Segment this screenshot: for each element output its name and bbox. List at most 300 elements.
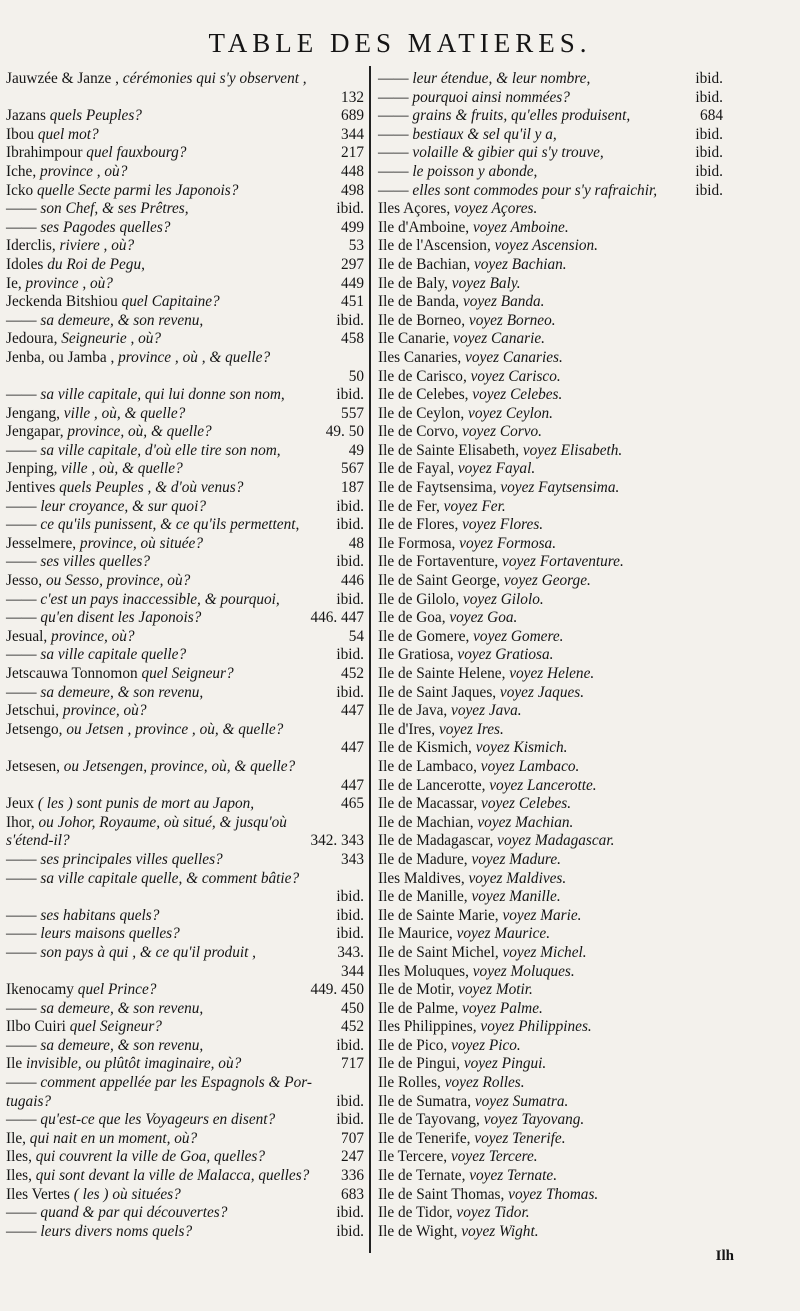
entry-description: voyez Fer.	[439, 497, 506, 515]
index-entry	[6, 516, 364, 535]
entry-name: Ile de Fortaventure,	[378, 553, 499, 571]
index-entry	[6, 200, 364, 219]
index-entry	[6, 1223, 364, 1242]
index-entry	[378, 368, 723, 387]
entry-description: ou Jetsengen, province, où, & quelle?	[59, 757, 296, 775]
entry-name: Ile de Macassar,	[378, 795, 478, 813]
entry-name: Ile de Java,	[378, 702, 448, 720]
index-entry	[6, 832, 364, 851]
entry-name: ——	[6, 553, 37, 571]
index-entry	[6, 591, 364, 610]
entry-description: voyez Canarie.	[449, 330, 545, 348]
index-entry	[6, 1204, 364, 1223]
entry-name: Iles Vertes	[6, 1185, 70, 1203]
index-entry	[378, 330, 723, 349]
entry-page-number: ibid.	[336, 1036, 364, 1054]
entry-description: voyez Faytsensima.	[496, 479, 620, 497]
entry-name: Ikenocamy	[6, 981, 74, 999]
entry-description: province, où située?	[76, 534, 203, 552]
entry-description: voyez Corvo.	[458, 423, 542, 441]
index-entry	[378, 944, 723, 963]
index-entry	[378, 423, 723, 442]
index-entry	[378, 665, 723, 684]
index-entry	[378, 1130, 723, 1149]
entry-description: voyez Elisabeth.	[519, 441, 623, 459]
entry-name: Ile de Banda,	[378, 293, 460, 311]
entry-name: Ile de Pico,	[378, 1036, 448, 1054]
entry-description: invisible, ou plûtôt imaginaire, où?	[22, 1055, 242, 1073]
index-entry	[6, 572, 364, 591]
entry-description: qui sont devant la ville de Malacca, quelles?	[31, 1167, 310, 1185]
entry-description: elles sont commodes pour s'y rafraichir,	[408, 181, 658, 199]
entry-description: ou Johor, Royaume, où situé, & jusqu'où	[34, 813, 287, 831]
entry-name: Jentives	[6, 479, 56, 497]
index-entry	[6, 405, 364, 424]
entry-description: voyez Carisco.	[466, 367, 561, 385]
entry-name: Jengapar,	[6, 423, 64, 441]
index-entry	[6, 646, 364, 665]
entry-page-number: 54	[348, 627, 364, 645]
entry-name: Ile de Palme,	[378, 999, 459, 1017]
index-entry	[6, 423, 364, 442]
index-entry	[6, 628, 364, 647]
entry-description: province, où, & quelle?	[63, 423, 212, 441]
index-entry	[378, 1148, 723, 1167]
entry-name: Ile de Gomere,	[378, 627, 470, 645]
index-entry	[6, 275, 364, 294]
entry-description: voyez Ceylon.	[464, 404, 554, 422]
entry-name: ——	[6, 906, 37, 924]
entry-description: ou Sesso, province, où?	[42, 572, 191, 590]
entry-description: voyez Flores.	[458, 516, 544, 534]
entry-name: Iles,	[6, 1167, 32, 1185]
entry-page-number: 684	[700, 107, 723, 125]
entry-name: Ile d'Amboine,	[378, 218, 470, 236]
index-entry	[378, 684, 723, 703]
entry-page-number: 297	[341, 255, 364, 273]
index-entry	[378, 1167, 723, 1186]
index-entry	[378, 1223, 723, 1242]
entry-page-number: 557	[341, 404, 364, 422]
entry-name: Jesselmere,	[6, 534, 77, 552]
entry-description: quel Prince?	[73, 981, 157, 999]
index-entry	[6, 981, 364, 1000]
entry-page-number: 717	[341, 1055, 364, 1073]
entry-page-number: 49	[348, 441, 364, 459]
entry-description: le poisson y abonde,	[408, 162, 538, 180]
index-entry	[378, 907, 723, 926]
index-entry	[6, 870, 364, 889]
index-entry	[6, 312, 364, 331]
entry-name: Jesual,	[6, 627, 48, 645]
entry-name: Ile d'Ires,	[378, 720, 436, 738]
entry-description: voyez Ires.	[435, 720, 504, 738]
entry-name: ——	[6, 646, 37, 664]
index-entry	[6, 163, 364, 182]
index-entry	[6, 107, 364, 126]
index-entry	[6, 1018, 364, 1037]
index-entry	[6, 1074, 364, 1093]
entry-name: ——	[6, 497, 37, 515]
index-entry	[6, 1000, 364, 1019]
entry-name: Ile de Motir,	[378, 981, 455, 999]
entry-name: ——	[6, 683, 37, 701]
entry-name: Jengang,	[6, 404, 60, 422]
entry-name: ——	[6, 386, 37, 404]
entry-name: Iles Maldives,	[378, 869, 465, 887]
entry-name: Jesso,	[6, 572, 43, 590]
entry-page-number: 499	[341, 218, 364, 236]
entry-name: Ile de Tidor,	[378, 1204, 453, 1222]
entry-description: voyez Moluques.	[468, 962, 575, 980]
index-entry	[378, 553, 723, 572]
entry-name: Jetsesen,	[6, 757, 60, 775]
entry-name: Jetscauwa Tonnomon	[6, 665, 138, 682]
index-entry	[6, 460, 364, 479]
index-entry	[378, 1055, 723, 1074]
index-entry	[6, 535, 364, 554]
entry-description: voyez Banda.	[459, 293, 545, 311]
entry-description: quels Peuples?	[45, 107, 142, 125]
entry-name: ——	[6, 869, 37, 887]
entry-description: leurs divers noms quels?	[36, 1222, 193, 1240]
entry-page-number: 689	[341, 107, 364, 125]
entry-description: voyez Machian.	[473, 813, 574, 831]
index-entry	[378, 591, 723, 610]
entry-name: ——	[6, 1222, 37, 1240]
entry-page-number: 683	[341, 1185, 364, 1203]
index-entry	[6, 553, 364, 572]
entry-description: voyez Ternate.	[465, 1167, 558, 1185]
entry-description: son Chef, & ses Prêtres,	[36, 200, 189, 218]
entry-description: sa demeure, & son revenu,	[36, 999, 204, 1017]
entry-name: Ilbo Cuiri	[6, 1018, 66, 1036]
entry-name: Ile de Sainte Elisabeth,	[378, 441, 520, 459]
entry-description: voyez Thomas.	[504, 1185, 599, 1203]
entry-name: ——	[6, 943, 37, 961]
entry-name: ——	[378, 162, 409, 180]
index-entry	[378, 1018, 723, 1037]
entry-page-number: ibid.	[695, 88, 723, 106]
entry-description: voyez Manille.	[467, 888, 561, 906]
index-entry	[378, 312, 723, 331]
index-entry	[378, 163, 723, 182]
index-entry	[6, 758, 364, 777]
entry-page-number: 53	[348, 237, 364, 255]
entry-description: voyez Borneo.	[465, 311, 556, 329]
entry-page-number: ibid.	[336, 311, 364, 329]
entry-description: voyez Baly.	[447, 274, 521, 292]
entry-page-number: 567	[341, 460, 364, 478]
index-entry	[6, 944, 364, 963]
entry-description: voyez Lancerotte.	[485, 776, 597, 794]
entry-name: Jazans	[6, 107, 46, 125]
entry-name: Ile de l'Ascension,	[378, 237, 491, 255]
entry-description: ( les ) sont punis de mort au Japon,	[34, 795, 255, 813]
entry-page-number: 452	[341, 1018, 364, 1036]
index-entry	[6, 702, 364, 721]
entry-page-number: ibid.	[695, 162, 723, 180]
entry-page-number: 446. 447	[310, 609, 364, 627]
index-entry	[378, 1093, 723, 1112]
entry-name: Ile	[6, 1055, 23, 1073]
entry-description: ses Pagodes quelles?	[36, 218, 171, 236]
entry-description: voyez Gratiosa.	[453, 646, 554, 664]
entry-name: Iderclis,	[6, 237, 56, 255]
entry-page-number: ibid.	[336, 497, 364, 515]
entry-name: Ile de Borneo,	[378, 311, 466, 329]
entry-name: Iles Canaries,	[378, 348, 462, 366]
entry-name: Iles Philippines,	[378, 1018, 477, 1036]
entry-description: sa ville capitale, qui lui donne son nom,	[36, 386, 285, 404]
entry-description: voyez Bachian.	[470, 255, 567, 273]
index-entry	[6, 256, 364, 275]
entry-page-number: 452	[341, 665, 364, 682]
entry-page-number: ibid.	[336, 553, 364, 571]
entry-name: Ile Gratiosa,	[378, 646, 454, 664]
entry-name: Ile,	[6, 1129, 26, 1147]
entry-description: voyez Sumatra.	[471, 1092, 569, 1110]
entry-page-number: 50	[348, 367, 364, 385]
entry-page-number: ibid.	[336, 683, 364, 701]
index-entry	[6, 479, 364, 498]
index-entry	[378, 1000, 723, 1019]
entry-page-number: 450	[341, 999, 364, 1017]
index-entry	[378, 349, 723, 368]
entry-name: Ile de Sainte Marie,	[378, 906, 499, 924]
entry-description: comment appellée par les Espagnols & Por-	[36, 1074, 313, 1092]
index-entry	[378, 832, 723, 851]
entry-name: Ile de Fayal,	[378, 460, 455, 478]
entry-description: leurs maisons quelles?	[36, 925, 180, 943]
column-divider	[369, 66, 371, 1253]
entry-description: voyez Java.	[447, 702, 522, 720]
entry-name: Ile de Ceylon,	[378, 404, 465, 422]
entry-name: ——	[378, 181, 409, 199]
entry-name: ——	[378, 144, 409, 162]
entry-description: riviere , où?	[55, 237, 135, 255]
entry-description: voyez Wight.	[457, 1222, 539, 1240]
entry-name: ——	[6, 200, 37, 218]
index-entry	[6, 1148, 364, 1167]
entry-page-number: ibid.	[336, 386, 364, 404]
entry-description: voyez Celebes.	[468, 386, 563, 404]
index-entry	[6, 684, 364, 703]
entry-name: ——	[6, 311, 37, 329]
entry-name: Ile de Manille,	[378, 888, 468, 906]
entry-name: ——	[378, 70, 409, 87]
entry-page-number: ibid.	[695, 181, 723, 199]
entry-name: Ile de Saint George,	[378, 572, 501, 590]
index-entry	[6, 665, 364, 684]
entry-description: son pays à qui , & ce qu'il produit ,	[36, 943, 256, 961]
index-entry	[6, 442, 364, 461]
entry-description: voyez George.	[500, 572, 591, 590]
entry-name: Jauwzée & Janze ,	[6, 70, 119, 87]
entry-description: leur étendue, & leur nombre,	[408, 70, 591, 87]
index-entry	[6, 498, 364, 517]
index-entry	[6, 814, 364, 833]
entry-description: voyez Pingui.	[460, 1055, 547, 1073]
entry-description: ville , où, & quelle?	[59, 404, 186, 422]
entry-name: ——	[6, 218, 37, 236]
entry-page-number: 247	[341, 1148, 364, 1166]
entry-description: ville , où, & quelle?	[57, 460, 183, 478]
index-entry	[378, 851, 723, 870]
entry-description: s'étend-il?	[6, 832, 70, 850]
index-entry	[378, 1204, 723, 1223]
index-entry	[6, 182, 364, 201]
entry-description: quel mot?	[34, 125, 99, 143]
index-column-right	[378, 70, 723, 1241]
entry-name: ——	[6, 1036, 37, 1054]
entry-description: ( les ) où situées?	[69, 1185, 181, 1203]
index-entry	[378, 702, 723, 721]
entry-description: voyez Palme.	[458, 999, 543, 1017]
entry-description: voyez Tenerife.	[470, 1129, 566, 1147]
entry-name: Ile de Sumatra,	[378, 1092, 472, 1110]
entry-page-number: 344	[341, 962, 364, 980]
entry-description: sa ville capitale quelle?	[36, 646, 187, 664]
entry-name: Jetschui,	[6, 702, 60, 720]
entry-page-number: ibid.	[336, 888, 364, 906]
entry-description: voyez Motir.	[454, 981, 533, 999]
entry-description: voyez Tercere.	[447, 1148, 538, 1166]
entry-name: ——	[6, 850, 37, 868]
index-entry	[378, 572, 723, 591]
entry-name: Jeux	[6, 795, 35, 813]
index-entry	[6, 144, 364, 163]
entry-name: Iles,	[6, 1148, 32, 1166]
index-entry	[6, 293, 364, 312]
entry-page-number: ibid.	[336, 1092, 364, 1110]
entry-name: Ile de Carisco,	[378, 367, 467, 385]
entry-description: grains & fruits, qu'elles produisent,	[408, 107, 631, 125]
index-entry	[378, 628, 723, 647]
entry-description: voyez Gomere.	[469, 627, 564, 645]
entry-name: Jeckenda Bitshiou	[6, 293, 118, 311]
entry-page-number: ibid.	[336, 516, 364, 534]
entry-name: ——	[6, 1111, 37, 1129]
entry-name: Ile de Tayovang,	[378, 1111, 480, 1129]
entry-page-number: 217	[341, 144, 364, 162]
entry-description: voyez Michel.	[498, 943, 587, 961]
entry-name: Ile de Celebes,	[378, 386, 469, 404]
entry-description: ses villes quelles?	[36, 553, 151, 571]
entry-page-number: 498	[341, 181, 364, 199]
entry-name: Ile de Saint Michel,	[378, 943, 499, 961]
entry-page-number: ibid.	[336, 1222, 364, 1240]
index-entry	[6, 888, 364, 907]
entry-page-number: 132	[341, 88, 364, 106]
entry-name: ——	[6, 590, 37, 608]
index-entry	[378, 795, 723, 814]
index-entry	[6, 1111, 364, 1130]
index-entry	[378, 442, 723, 461]
entry-name: ——	[378, 125, 409, 143]
entry-page-number: ibid.	[695, 144, 723, 162]
entry-name: ——	[6, 1204, 37, 1222]
entry-name: Ile de Tenerife,	[378, 1129, 471, 1147]
entry-description: voyez Gilolo.	[459, 590, 544, 608]
index-entry	[378, 777, 723, 796]
entry-page-number: 343	[341, 850, 364, 868]
entry-description: voyez Marie.	[498, 906, 582, 924]
entry-page-number: 342. 343	[310, 832, 364, 850]
entry-description: bestiaux & sel qu'il y a,	[408, 125, 557, 143]
entry-description: pourquoi ainsi nommées?	[408, 88, 570, 106]
entry-description: voyez Jaques.	[496, 683, 585, 701]
index-entry	[6, 89, 364, 108]
index-entry	[378, 219, 723, 238]
index-entry	[6, 609, 364, 628]
entry-name: Ile de Wight,	[378, 1222, 458, 1240]
entry-description: voyez Goa.	[445, 609, 518, 627]
entry-name: Ile de Machian,	[378, 813, 474, 831]
index-entry	[378, 126, 723, 145]
entry-page-number: 458	[341, 330, 364, 348]
index-entry	[378, 237, 723, 256]
index-column-left	[6, 70, 364, 1241]
entry-name: Jenping,	[6, 460, 58, 478]
entry-name: Ile de Baly,	[378, 274, 448, 292]
entry-description: qu'en disent les Japonois?	[36, 609, 202, 627]
entry-description: volaille & gibier qui s'y trouve,	[408, 144, 604, 162]
entry-description: voyez Maldives.	[464, 869, 567, 887]
entry-description: province , où?	[36, 162, 128, 180]
entry-name: Ile de Pingui,	[378, 1055, 460, 1073]
entry-description: voyez Tayovang.	[479, 1111, 585, 1129]
entry-description: voyez Formosa.	[455, 534, 557, 552]
index-entry	[378, 182, 723, 201]
index-entry	[378, 89, 723, 108]
entry-name: ——	[6, 999, 37, 1017]
entry-name: ——	[378, 107, 409, 125]
entry-page-number: 447	[341, 739, 364, 757]
entry-name: Ile Maurice,	[378, 925, 453, 943]
entry-page-number: ibid.	[336, 925, 364, 943]
entry-description: voyez Celebes.	[477, 795, 572, 813]
index-entry	[6, 368, 364, 387]
index-entry	[378, 70, 723, 89]
entry-description: voyez Philippines.	[476, 1018, 592, 1036]
index-entry	[378, 479, 723, 498]
index-entry	[378, 107, 723, 126]
index-entry	[6, 721, 364, 740]
index-entry	[378, 981, 723, 1000]
index-entry	[6, 330, 364, 349]
entry-description: sa demeure, & son revenu,	[36, 311, 204, 329]
entry-page-number: 451	[341, 293, 364, 311]
entry-description: voyez Tidor.	[452, 1204, 530, 1222]
entry-description: du Roi de Pegu,	[43, 255, 145, 273]
entry-description: quels Peuples , & d'où venus?	[55, 479, 244, 497]
entry-name: Ile de Corvo,	[378, 423, 459, 441]
entry-description: voyez Canaries.	[461, 348, 563, 366]
entry-name: Iles Moluques,	[378, 962, 469, 980]
entry-name: Jedoura,	[6, 330, 58, 348]
entry-name: ——	[6, 516, 37, 534]
entry-name: Ile de Gilolo,	[378, 590, 460, 608]
entry-name: ——	[6, 925, 37, 943]
entry-name: Ile de Flores,	[378, 516, 459, 534]
entry-name: Iles Açores,	[378, 200, 451, 218]
entry-name: ——	[6, 441, 37, 459]
entry-name: Ile de Madure,	[378, 850, 468, 868]
entry-description: quel Seigneur?	[137, 665, 234, 682]
entry-description: ses principales villes quelles?	[36, 850, 223, 868]
index-entry	[378, 256, 723, 275]
